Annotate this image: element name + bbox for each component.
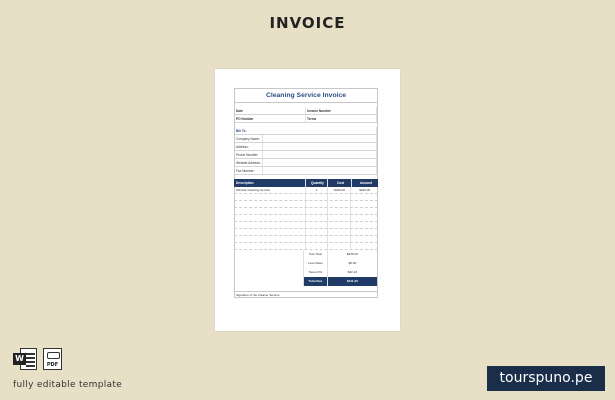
table-row	[234, 222, 378, 229]
pdf-icon[interactable]: PDF	[43, 348, 62, 370]
tax-row	[234, 268, 378, 277]
meta-row	[234, 115, 378, 123]
format-icons	[13, 348, 62, 370]
table-row	[234, 229, 378, 236]
bill-to-label: Bill To:	[235, 127, 377, 134]
item-cost: $230.00	[328, 187, 352, 193]
table-row	[234, 187, 378, 194]
col-description: Description	[234, 179, 306, 187]
invoice-number-label: Invoice Number	[306, 107, 377, 114]
fax-label: Fax Number:	[235, 167, 263, 174]
subtotal-label: Sub Total	[304, 250, 328, 259]
table-row	[234, 194, 378, 201]
less-label: Less Mass	[304, 259, 328, 268]
subtotal-value: $230.00	[346, 252, 358, 256]
table-row	[234, 243, 378, 250]
address-label: Address:	[235, 143, 263, 150]
item-amount: $230.00	[359, 188, 371, 192]
brand-logo[interactable]: tourspuno.pe	[487, 366, 605, 391]
bill-to-row	[234, 127, 378, 135]
items-table-header	[234, 179, 378, 187]
bill-field-row	[234, 151, 378, 159]
col-amount: Amount	[359, 181, 373, 185]
subtotal-row	[234, 250, 378, 259]
invoice-document	[234, 88, 378, 298]
phone-label: Phone Number:	[235, 151, 263, 158]
table-row	[234, 236, 378, 243]
bill-field-row	[234, 135, 378, 143]
invoice-sheet	[215, 69, 400, 331]
less-row	[234, 259, 378, 268]
date-label: Date	[235, 107, 306, 114]
tax-value: $32.16	[347, 270, 358, 274]
col-quantity: Quantity	[306, 179, 328, 187]
table-row	[234, 201, 378, 208]
company-name-label: Company Name:	[235, 135, 263, 142]
less-value: $0.00	[348, 261, 357, 265]
bill-field-row	[234, 159, 378, 167]
po-number-label: PO Number	[235, 115, 306, 122]
table-row	[234, 215, 378, 222]
website-label: Website Address:	[236, 161, 261, 165]
table-row	[234, 208, 378, 215]
word-icon[interactable]: W	[13, 348, 37, 370]
bill-field-row	[234, 167, 378, 175]
terms-label: Terms	[306, 115, 377, 122]
tax-label: Taxes 6%	[304, 268, 328, 277]
item-description: Window Cleaning Service	[235, 187, 306, 193]
page-title: INVOICE	[269, 14, 346, 32]
total-value: $411.30	[328, 277, 377, 286]
col-cost: Cost	[328, 179, 352, 187]
signature-line: Signature of the Cleaner Service	[234, 291, 378, 298]
total-label: Total Due	[304, 277, 328, 286]
total-row	[234, 277, 378, 286]
tagline: fully editable template	[13, 380, 122, 390]
invoice-title: Cleaning Service Invoice	[234, 88, 378, 103]
meta-row	[234, 107, 378, 115]
item-quantity: 1	[306, 187, 328, 193]
bill-field-row	[234, 143, 378, 151]
